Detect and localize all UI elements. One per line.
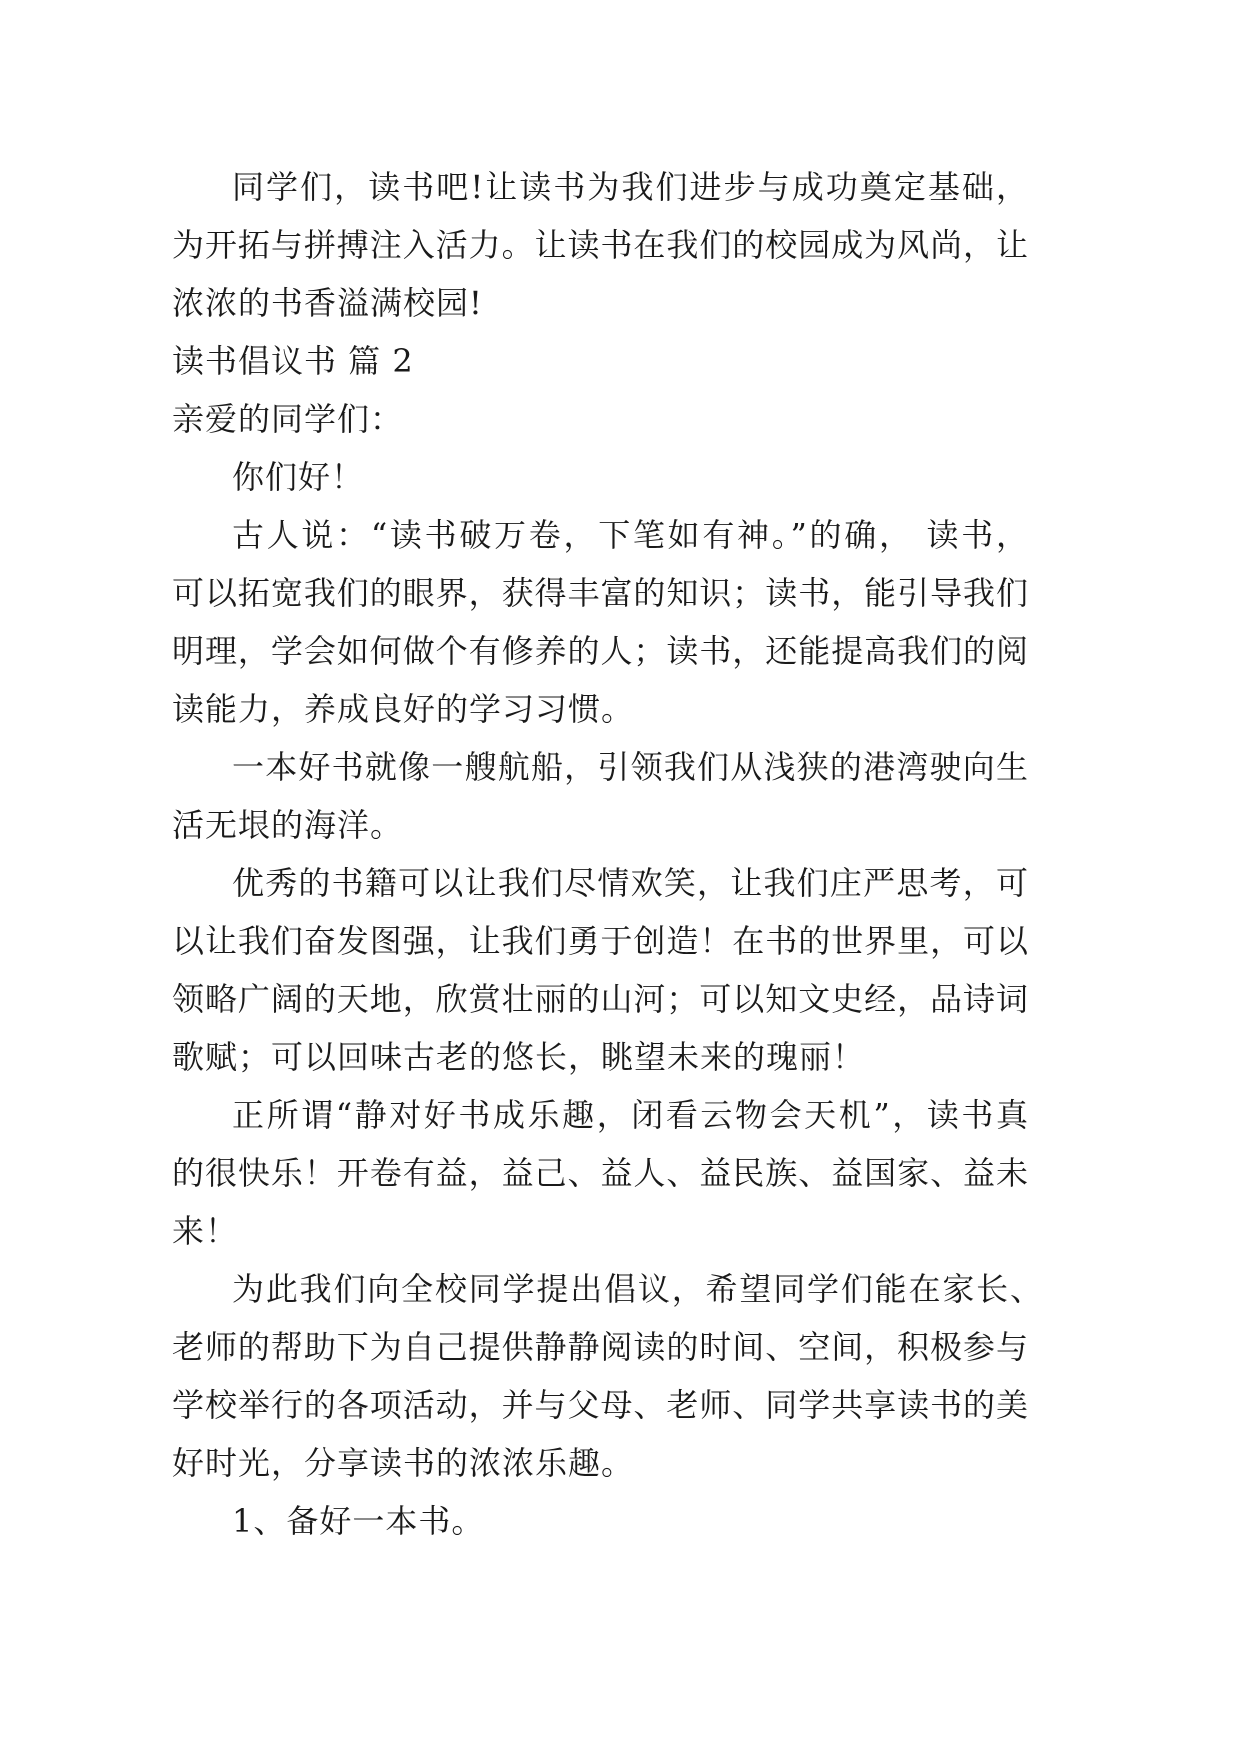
text-line: 为开拓与拼搏注入活力。让读书在我们的校园成为风尚，让 [172,226,1028,264]
text-line: 可以拓宽我们的眼界，获得丰富的知识；读书，能引导我们 [172,574,1028,612]
text-line: 明理，学会如何做个有修养的人；读书，还能提高我们的阅 [172,632,1028,670]
greeting: 你们好！ [232,458,365,496]
text-line: 正所谓“静对好书成乐趣，闭看云物会天机”，读书真 [232,1096,1028,1134]
text-line: 来！ [172,1212,239,1250]
text-line: 优秀的书籍可以让我们尽情欢笑，让我们庄严思考，可 [232,864,1028,902]
text-line: 活无垠的海洋。 [172,806,404,844]
text-line: 古人说：“读书破万卷，下笔如有神。”的确， 读书， [232,516,1028,554]
text-line: 好时光，分享读书的浓浓乐趣。 [172,1444,635,1482]
text-line: 同学们，读书吧!让读书为我们进步与成功奠定基础， [232,168,1028,206]
text-line: 以让我们奋发图强，让我们勇于创造！在书的世界里，可以 [172,922,1028,960]
text-line: 浓浓的书香溢满校园! [172,284,483,322]
text-line: 一本好书就像一艘航船，引领我们从浅狭的港湾驶向生 [232,748,1028,786]
text-line: 老师的帮助下为自己提供静静阅读的时间、空间，积极参与 [172,1328,1028,1366]
text-line: 学校举行的各项活动，并与父母、老师、同学共享读书的美 [172,1386,1028,1424]
list-item: 1、备好一本书。 [232,1502,485,1540]
text-line: 读能力，养成良好的学习习惯。 [172,690,635,728]
text-line: 领略广阔的天地，欣赏壮丽的山河；可以知文史经，品诗词 [172,980,1028,1018]
salutation: 亲爱的同学们： [172,400,404,438]
text-line: 为此我们向全校同学提出倡议，希望同学们能在家长、 [232,1270,1042,1308]
text-line: 歌赋；可以回味古老的悠长，眺望未来的瑰丽！ [172,1038,866,1076]
text-line: 的很快乐！开卷有益，益己、益人、益民族、益国家、益未 [172,1154,1028,1192]
section-heading: 读书倡议书 篇 2 [172,342,414,380]
